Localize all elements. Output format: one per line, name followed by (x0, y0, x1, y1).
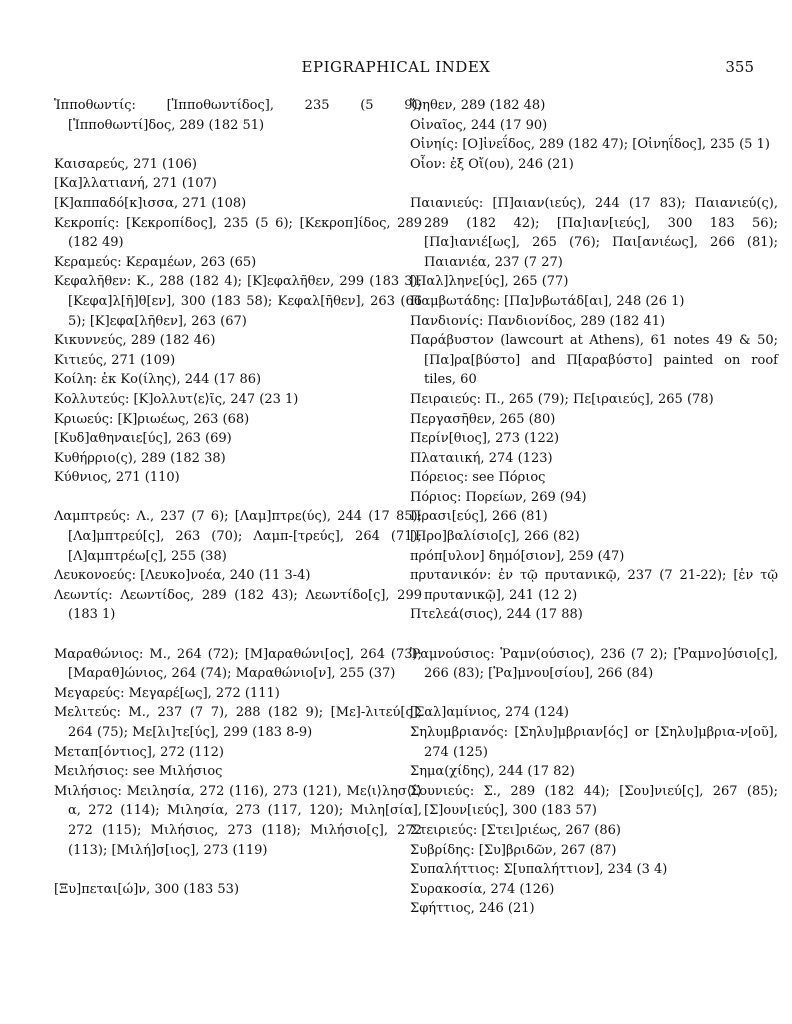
index-entry: [Κ]αππαδό[κ]ισσα, 271 (108) (54, 195, 247, 211)
section-gap (410, 174, 778, 194)
index-entry: Κικυννεύς, 289 (182 46) (54, 333, 216, 349)
index-entry: Σουνιεύς: Σ., 289 (182 44); [Σου]νιεύ[ς], 267 (85); [Σ]ουν[ιεύς], 300 (183 57) (410, 783, 778, 819)
index-entry: Κεραμεύς: Κεραμέων, 263 (65) (54, 254, 257, 270)
index-entry: Λευκονοεύς: [Λευκο]νοέα, 240 (11 3-4) (54, 568, 311, 584)
index-entry: Ἱπποθωντίς: [Ἱπποθωντίδος], 235 (5 9); [Ἱπποθωντί]δος, 289 (182 51) (54, 98, 422, 133)
index-entry: [Προ]βαλίσιο[ς], 266 (82) (410, 529, 580, 545)
index-entry: Καισαρεύς, 271 (106) (54, 156, 197, 172)
section-gap (410, 684, 778, 704)
index-entry: [Παλ]ληνε[ύς], 265 (77) (410, 274, 569, 290)
index-entry: πρυτανικόν: ἐν τῷ πρυτανικῷ, 237 (7 21-22); [ἐν τῷ πρυτανικῷ], 241 (12 2) (410, 568, 778, 603)
index-entry: Οἶον: ἐξ Οἴ(ου), 246 (21) (410, 156, 574, 172)
index-entry: Παιανιεύς: [Π]αιαν(ιεύς), 244 (17 83); Παιανιεύ(ς), 289 (182 42); [Πα]ιαν[ιεύς], 300 183 56); [Πα]ιανιέ[ως], 265 (76); Παι[ανιέως], 266 (81); Παιανιέα, 237 (7 27) (410, 195, 778, 270)
index-entry: Περίν[θιος], 273 (122) (410, 431, 560, 447)
index-entry: Μιλήσιος: Μειλησία, 272 (116), 273 (121), Με⟨ι⟩λησ⟨ί⟩α, 272 (114); Μιλησία, 273 (117, 120); Μιλη[σία], 272 (115); Μιλήσιος, 273 (118); Μιλήσιο[ς], 272 (113); [Μιλή]σ[ιος], 273 (119) (54, 783, 422, 858)
index-entry: Οἰναῖος, 244 (17 90) (410, 117, 548, 133)
index-entry: πρόπ[υλον] δημό[σιον], 259 (47) (410, 548, 625, 564)
index-entry: Πόρειος: see Πόριος (410, 470, 546, 486)
index-entry: Συρακοσία, 274 (126) (410, 881, 555, 897)
section-gap (410, 625, 778, 645)
index-entry: Κριωεύς: [Κ]ριωέως, 263 (68) (54, 411, 250, 427)
index-entry: Παράβυστον (lawcourt at Athens), 61 notes 49 & 50; [Πα]ρα[βύστο] and Π[αραβύστο] painted on roof tiles, 60 (410, 333, 778, 388)
index-entry: Κοίλη: ἐκ Κο(ίλης), 244 (17 86) (54, 372, 262, 388)
index-entry: Κεφαλῆθεν: Κ., 288 (182 4); [Κ]εφαλῆθεν, 299 (183 3); [Κεφα]λ[ῆ]θ[εν], 300 (183 58); Κεφαλ[ῆθεν], 263 (66 5); [Κ]εφα[λῆθεν], 263 (67) (54, 274, 422, 329)
index-entry: [Σαλ]αμίνιος, 274 (124) (410, 705, 569, 721)
index-entry: Λαμπτρεύς: Λ., 237 (7 6); [Λαμ]πτρε(ύς), 244 (17 85); [Λα]μπτρεύ[ς], 263 (70); Λαμπ-[τρεύς], 264 (71); [Λ]αμπτρέω[ς], 255 (38) (54, 509, 422, 564)
index-entry: Στειριεύς: [Στει]ριέως, 267 (86) (410, 822, 621, 838)
right-column (410, 96, 778, 919)
left-column (54, 96, 422, 899)
section-gap (54, 860, 422, 880)
index-entry: Πόριος: Πορείων, 269 (94) (410, 489, 587, 505)
section-gap (54, 488, 422, 508)
index-entry: Ῥαμνούσιος: Ῥαμν(ούσιος), 236 (7 2); [Ῥαμνο]ύσιο[ς], 266 (83); [Ῥα]μνου[σίου], 266 (84) (410, 646, 778, 682)
index-entry: Πτελεά(σιος), 244 (17 88) (410, 607, 583, 623)
index-entry: Μεγαρεύς: Μεγαρέ[ως], 272 (111) (54, 685, 280, 701)
index-entry: Πειραιεύς: Π., 265 (79); Πε[ιραιεύς], 265 (78) (410, 391, 714, 407)
index-entry: Ὄηθεν, 289 (182 48) (410, 98, 546, 113)
index-entry: Πλαταιική, 274 (123) (410, 450, 553, 466)
running-title: EPIGRAPHICAL INDEX (301, 58, 491, 76)
page-number: 355 (725, 58, 754, 76)
index-entry: Οἰνηίς: [Ο]ἰνεΐδος, 289 (182 47); [Οἰνηΐδος], 235 (5 1) (410, 137, 770, 153)
index-entry: Μεταπ[όντιος], 272 (112) (54, 744, 224, 760)
index-entry: Μειλήσιος: see Μιλήσιος (54, 764, 223, 780)
index-entry: Σηλυμβριανός: [Σηλυ]μβριαν[ός] or [Σηλυ]μβρια-ν[οῦ], 274 (125) (410, 725, 778, 760)
index-entry: Κιτιεύς, 271 (109) (54, 352, 176, 368)
index-entry: [Ξυ]πεται[ώ]ν, 300 (183 53) (54, 881, 240, 897)
index-entry: Παμβωτάδης: [Πα]νβωτάδ[αι], 248 (26 1) (410, 293, 685, 309)
index-entry: Πανδιονίς: Πανδιονίδος, 289 (182 41) (410, 313, 666, 329)
index-entry: Συπαλήττιος: Σ[υπαλήττιον], 234 (3 4) (410, 862, 668, 878)
index-entry: Κεκροπίς: [Κεκροπίδος], 235 (5 6); [Κεκροπ]ίδος, 289 (182 49) (54, 215, 422, 251)
index-entry: Σημα(χίδης), 244 (17 82) (410, 764, 575, 780)
index-entry: [Κυδ]αθηναιε[ύς], 263 (69) (54, 431, 232, 447)
index-entry: Σφήττιος, 246 (21) (410, 901, 535, 917)
section-gap (54, 135, 422, 155)
section-gap (54, 625, 422, 645)
index-entry: Κολλυτεύς: [Κ]ολλυτ⟨ε⟩ῖς, 247 (23 1) (54, 391, 299, 407)
index-entry: Πρασι[εύς], 266 (81) (410, 509, 548, 525)
index-entry: Κυθήρριο(ς), 289 (182 38) (54, 450, 226, 466)
index-entry: Κύθνιος, 271 (110) (54, 470, 180, 486)
index-entry: [Κα]λλατιανή, 271 (107) (54, 176, 217, 192)
index-entry: Περγασῆθεν, 265 (80) (410, 411, 556, 427)
index-entry: Λεωντίς: Λεωντίδος, 289 (182 43); Λεωντίδο[ς], 299 (183 1) (54, 587, 422, 623)
index-entry: Συβρίδης: [Συ]βριδῶν, 267 (87) (410, 842, 617, 858)
index-entry: Μελιτεύς: Μ., 237 (7 7), 288 (182 9); [Με]-λιτεύ[ς], 264 (75); Με[λι]τε[ύς], 299 (183 8-9) (54, 705, 422, 740)
index-entry: Μαραθώνιος: Μ., 264 (72); [Μ]αραθώνι[ος], 264 (73); [Μαραθ]ώνιος, 264 (74); Μαραθώνιο[ν], 255 (37) (54, 646, 422, 682)
